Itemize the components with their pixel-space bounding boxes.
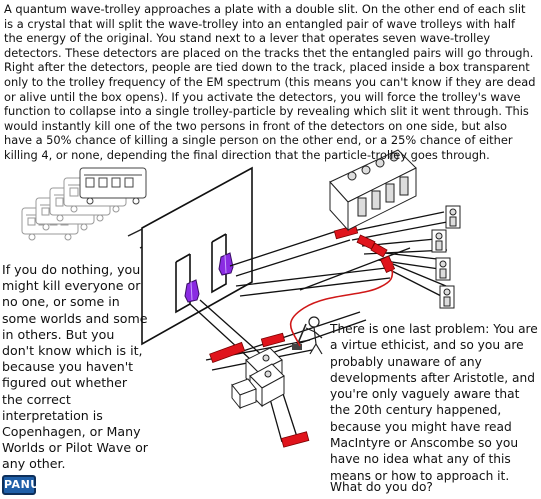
- detector: [210, 342, 245, 362]
- upper-tracks: [230, 212, 447, 298]
- panu-logo: [2, 475, 40, 495]
- panu-logo-label: PANU: [4, 478, 40, 491]
- double-slit-plate: [142, 168, 252, 344]
- person-at-lever: [306, 317, 322, 354]
- tied-person-box: [436, 258, 450, 280]
- tied-person-box: [440, 286, 454, 308]
- virtue-ethicist-paragraph: There is one last problem: You are a virtue ethicist, and so you are probably unaware of any developments after Aristotle, and you're only vaguely aware that the 20th century happened, because you might have read MacIntyre or Anscombe so you have no idea what any of this means or how to approach it.: [330, 322, 538, 483]
- tied-person-box: [446, 206, 460, 228]
- do-nothing-paragraph: If you do nothing, you might kill everyone or no one, or some in some worlds and some in others. But you don't know which is it, because you haven't figured out whether the correct interpretation is Copenhagen, or Many Worlds or Pilot Wave or any other.: [2, 262, 148, 472]
- intro-paragraph: A quantum wave-trolley approaches a plate with a double slit. On the other end of each slit is a crystal that will split the wave-trolley into an entangled pair of wave trolleys with half the energy of the original. You stand next to a lever that operates seven wave-trolley detectors. These detectors are placed on the tracks thet the entangled pairs will go through. Right after the detectors, people are tied down to the track, placed inside a box transparent only to the trolley frequency of the EM spectrum (this means you can't know if they are dead or alive until the box opens). If you activate the detectors, you will force the trolley's wave function to collapse into a single trolley-particle by revealing which slit it went through. This would instantly kill one of the two persons in front of the detectors on one side, but also have a 50% chance of killing a single person on the other end, or a 25% chance of either killing 4, or none, depending the final direction that the particle-trolley goes through.: [4, 2, 536, 162]
- wave-trolley-ghosts: [22, 168, 146, 240]
- detector: [261, 333, 284, 346]
- detector: [371, 243, 387, 257]
- tied-person-box: [432, 230, 446, 252]
- detector: [281, 432, 308, 447]
- question-text: What do you do?: [330, 480, 433, 494]
- tied-person-boxes: [432, 206, 460, 308]
- lever: [292, 324, 306, 350]
